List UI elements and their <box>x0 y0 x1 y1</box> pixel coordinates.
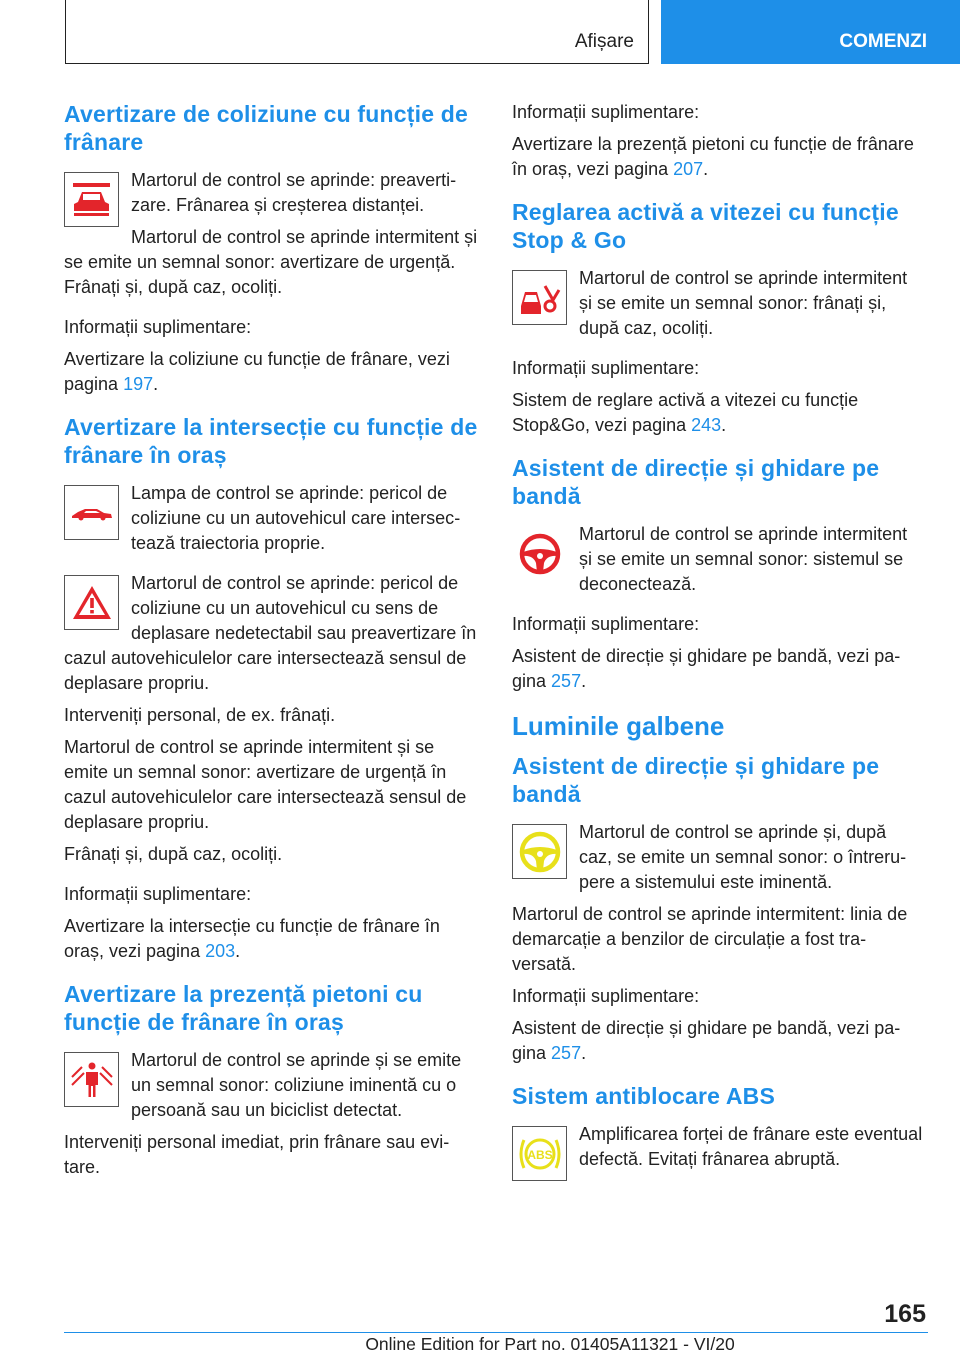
steering-wheel-red-icon <box>512 526 567 581</box>
s2-paragraph-5: Frânați și, după caz, ocoliți. <box>64 844 283 864</box>
heading-intersection-warning: Avertizare la intersecție cu funcție de frânare în oraș <box>64 414 478 468</box>
s3-paragraph-1: Martorul de control se aprinde și se emite un semnal sonor: coliziune iminentă cu o persoană sau un biciclist detectat. <box>131 1050 462 1120</box>
footer-edition: Online Edition for Part no. 01405A11321 - VI/20 <box>365 1334 735 1354</box>
s0-info-label: Informații suplimentare: <box>512 102 700 122</box>
left-column <box>64 100 479 1187</box>
heading-abs: Sistem antiblocare ABS <box>512 1083 776 1109</box>
heading-active-cruise: Reglarea activă a vitezei cu funcție Stop & Go <box>512 199 899 253</box>
s4-reference: Sistem de reglare activă a vitezei cu funcție Stop&Go, vezi pagina 243. <box>512 390 859 435</box>
heading-steering-assistant-yellow: Asistent de direcție și ghidare pe bandă <box>512 753 880 807</box>
s2-info-label: Informații suplimentare: <box>64 884 252 904</box>
s2-paragraph-1: Lampa de control se aprinde: pericol de coliziune cu un autovehicul care intersectează traiectoria proprie. <box>131 483 461 553</box>
page-link-257-a[interactable]: 257 <box>551 671 582 691</box>
chapter-title: COMENZI <box>839 31 927 52</box>
s6-paragraph-2: Martorul de control se aprinde intermitent: linia de demarcație a benzilor de circulație a fost traversată. <box>512 904 908 974</box>
s2-paragraph-3: Interveniți personal, de ex. frânați. <box>64 705 336 725</box>
s4-paragraph-1: Martorul de control se aprinde intermitent și se emite un semnal sonor: frânați și, după caz, ocoliți. <box>579 268 908 338</box>
crossing-car-icon <box>64 485 119 540</box>
abs-icon-label: ABS <box>526 1147 553 1162</box>
s1-paragraph-2: Martorul de control se aprinde intermitent și se emite un semnal sonor: avertizare de urgență. Frânați și, după caz, ocoliți. <box>64 227 478 297</box>
s2-paragraph-2: Martorul de control se aprinde: pericol de coliziune cu un autovehicul cu sens de deplasare nedetectabil sau preavertizare în cazul autovehiculelor care intersectează sensul de deplasare propriu. <box>64 573 477 693</box>
warning-triangle-icon <box>64 575 119 630</box>
s6-info-label: Informații suplimentare: <box>512 986 700 1006</box>
page-link-203[interactable]: 203 <box>205 941 236 961</box>
s4-info-label: Informații suplimentare: <box>512 358 700 378</box>
heading-collision-warning: Avertizare de coliziune cu funcție de frânare <box>64 101 469 155</box>
abs-icon <box>512 1126 567 1181</box>
s6-reference: Asistent de direcție și ghidare pe bandă, vezi pagina 257. <box>512 1018 901 1063</box>
s3-paragraph-2: Interveniți personal imediat, prin frânare sau evitare. <box>64 1132 450 1177</box>
steering-wheel-yellow-icon <box>512 824 567 879</box>
cruise-control-car-icon <box>512 270 567 325</box>
s6-paragraph-1: Martorul de control se aprinde și, după caz, se emite un semnal sonor: o întrerupere a sistemului este iminentă. <box>579 822 907 892</box>
s2-reference: Avertizare la intersecție cu funcție de frânare în oraș, vezi pagina 203. <box>64 916 440 961</box>
heading-steering-assistant-red: Asistent de direcție și ghidare pe bandă <box>512 455 880 509</box>
s5-reference: Asistent de direcție și ghidare pe bandă, vezi pagina 257. <box>512 646 901 691</box>
s7-paragraph-1: Amplificarea forței de frânare este eventual defectă. Evitați frânarea abruptă. <box>579 1124 923 1169</box>
pedestrian-icon <box>64 1052 119 1107</box>
s1-info-label: Informații suplimentare: <box>64 317 252 337</box>
page-link-197[interactable]: 197 <box>123 374 154 394</box>
s0-reference: Avertizare la prezență pietoni cu funcție de frânare în oraș, vezi pagina 207. <box>512 134 914 179</box>
heading-yellow-lights: Luminile galbene <box>512 711 725 741</box>
right-column <box>512 100 924 1187</box>
s1-reference: Avertizare la coliziune cu funcție de frânare, vezi pagina 197. <box>64 349 450 394</box>
header-chapter-tab <box>661 0 960 64</box>
heading-pedestrian-warning: Avertizare la prezență pietoni cu funcție de frânare în oraș <box>64 981 423 1035</box>
s2-paragraph-4: Martorul de control se aprinde intermitent și se emite un semnal sonor: avertizare de urgență în cazul autovehiculelor care intersectează sensul de deplasare propriu. <box>64 737 467 832</box>
section-title: Afișare <box>574 31 634 52</box>
page-number: 165 <box>884 1300 926 1328</box>
page-link-207[interactable]: 207 <box>673 159 704 179</box>
s5-info-label: Informații suplimentare: <box>512 614 700 634</box>
collision-warning-icon <box>64 172 119 227</box>
page-link-243[interactable]: 243 <box>691 415 722 435</box>
s5-paragraph-1: Martorul de control se aprinde intermitent și se emite un semnal sonor: sistemul se deconectează. <box>579 524 908 594</box>
footer-divider <box>64 1332 928 1333</box>
header-section-tab <box>65 0 649 64</box>
s1-paragraph-1: Martorul de control se aprinde: preavertizare. Frânarea și creșterea distanței. <box>131 170 457 215</box>
page-link-257-b[interactable]: 257 <box>551 1043 582 1063</box>
